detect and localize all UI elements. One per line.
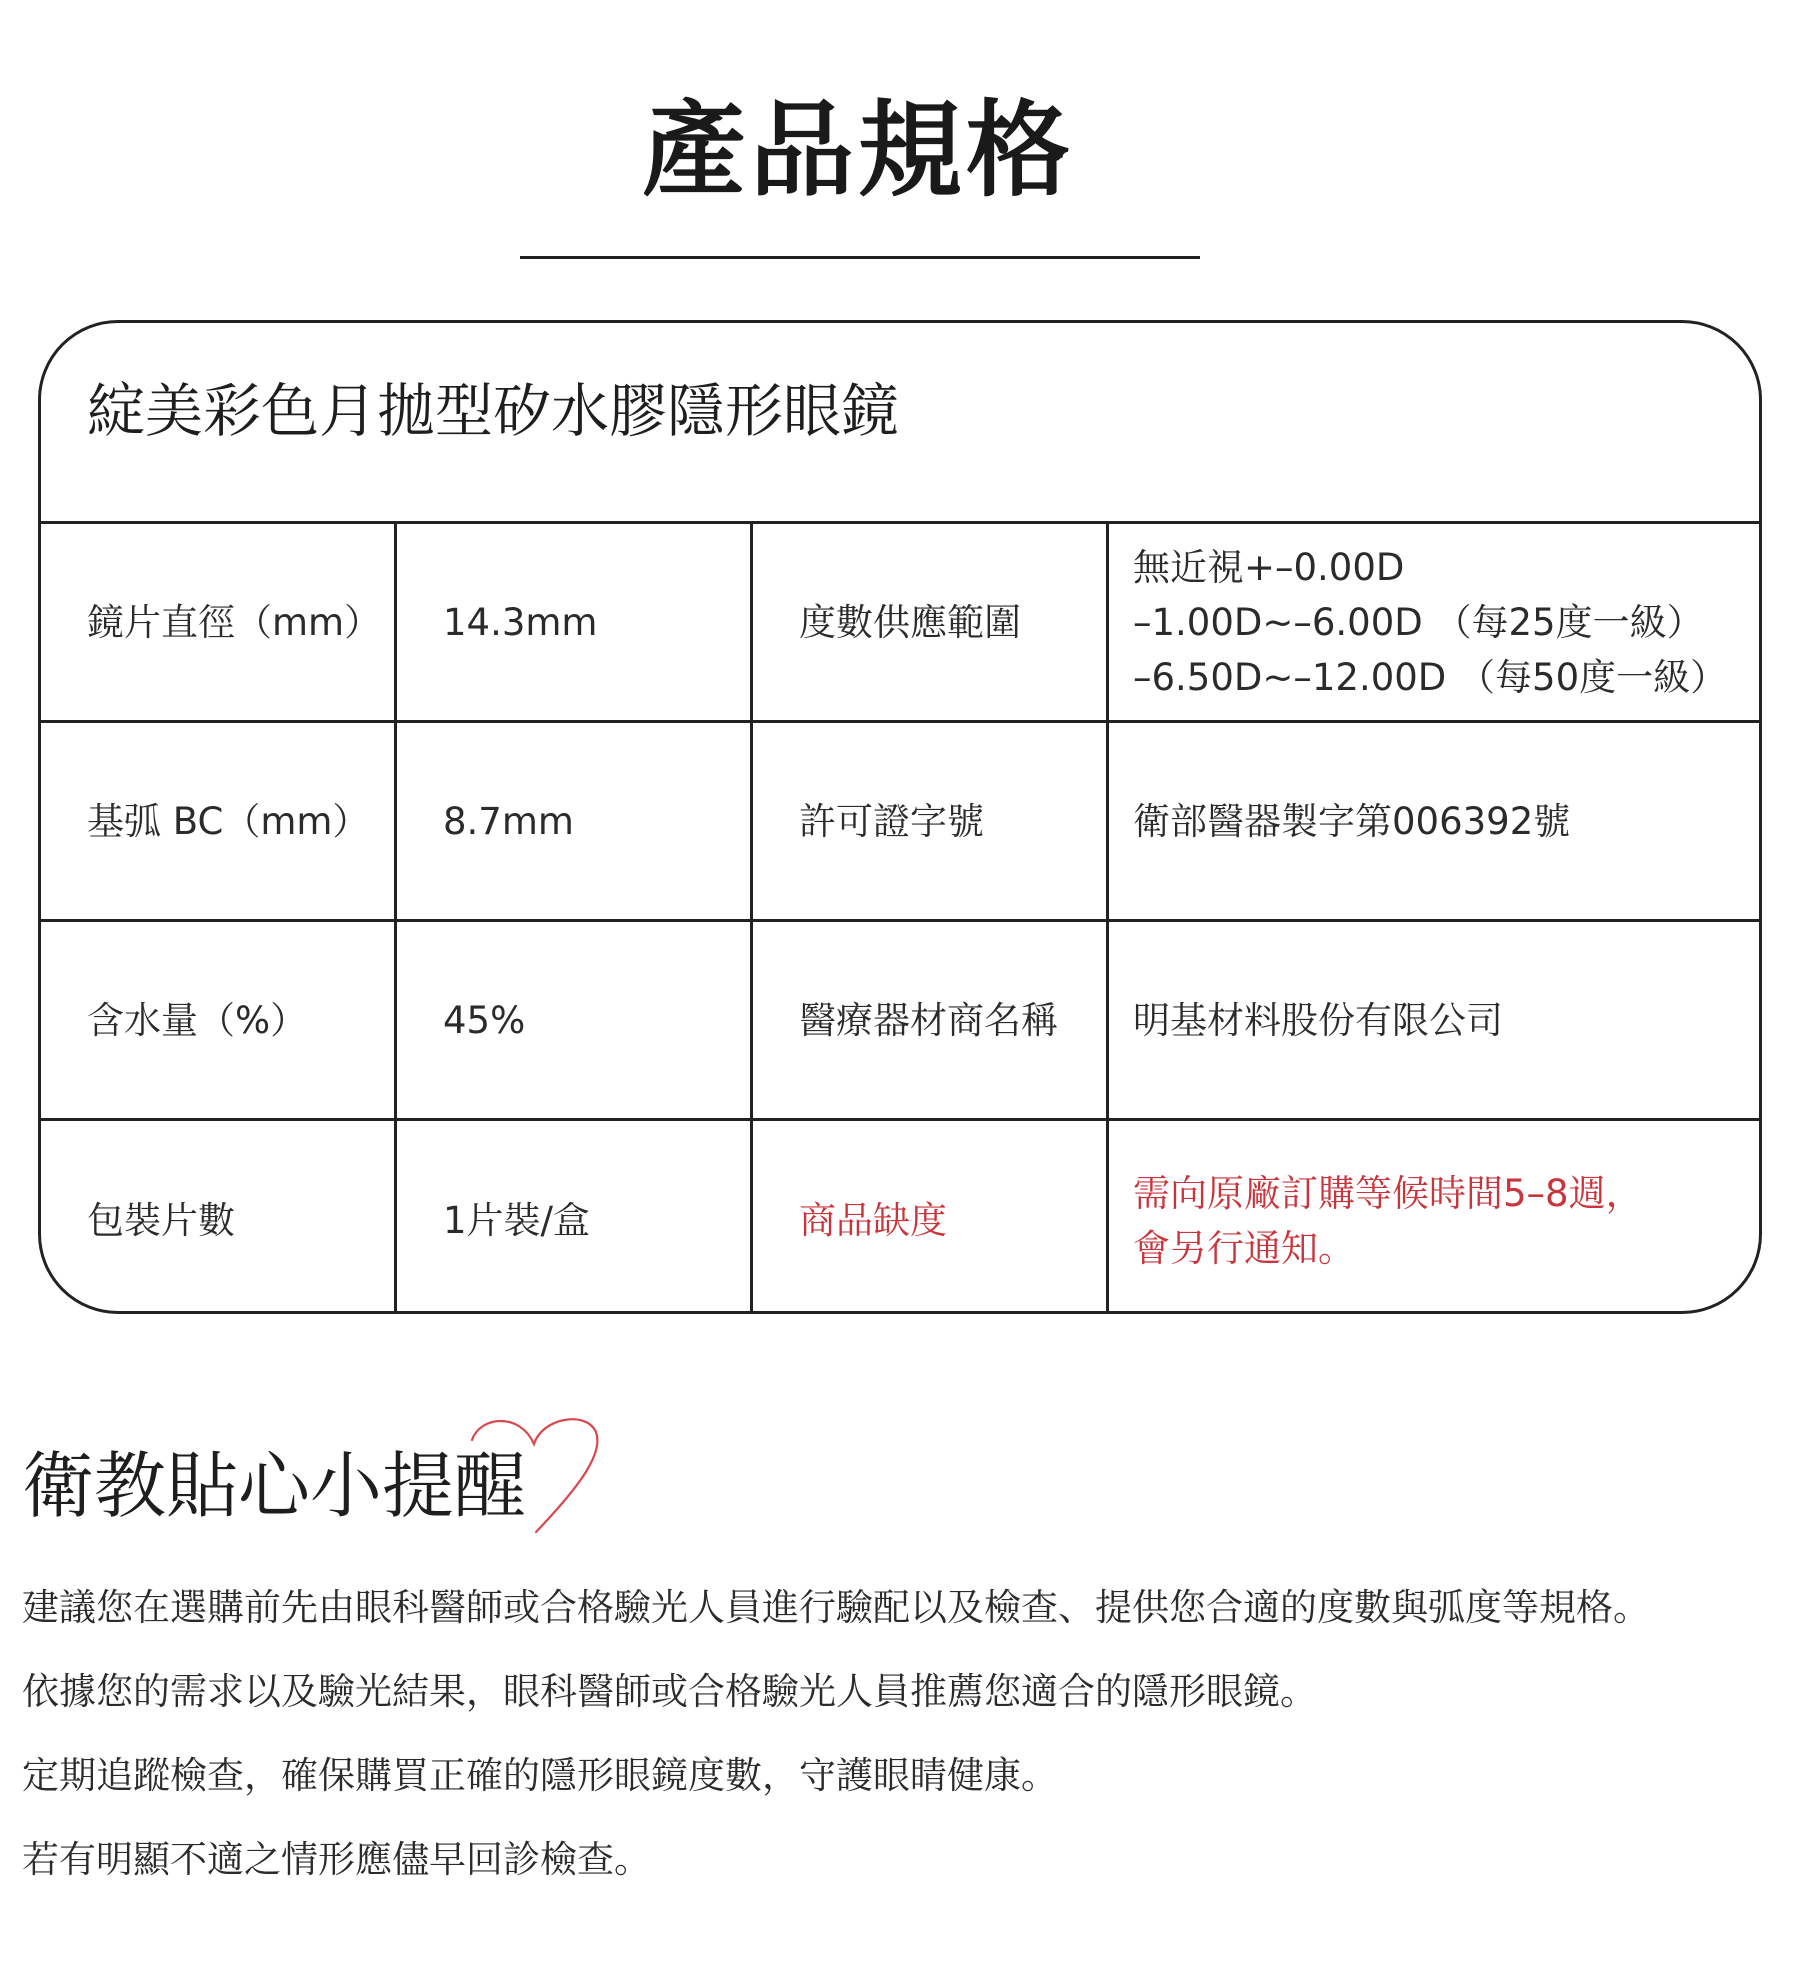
heart-outline-icon	[468, 1410, 610, 1534]
spec-label-license: 許可證字號	[753, 723, 1109, 922]
tip-item: 若有明顯不適之情形應儘早回診檢查。	[22, 1838, 651, 1881]
page-title: 產品規格	[641, 89, 1074, 211]
power-range-line: –1.00D~–6.00D （每25度一級）	[1133, 600, 1704, 644]
spec-label-package: 包裝片數	[41, 1121, 397, 1314]
spec-value-manufacturer	[1109, 922, 1759, 1121]
power-range-line: 無近視+–0.00D	[1133, 545, 1405, 589]
tip-item: 定期追蹤檢查，確保購買正確的隱形眼鏡度數，守護眼睛健康。	[22, 1754, 1058, 1797]
spec-label-stock: 商品缺度	[753, 1121, 1109, 1314]
spec-value-stock	[1109, 1121, 1759, 1314]
spec-table	[41, 521, 1759, 1314]
spec-value-package: 1片裝/盒	[397, 1121, 753, 1314]
title-divider	[520, 256, 1200, 259]
stock-note-line: 會另行通知。	[1133, 1226, 1355, 1270]
spec-label-base-curve: 基弧 BC（mm）	[41, 723, 397, 922]
power-range-line: –6.50D~–12.00D （每50度一級）	[1133, 655, 1728, 699]
spec-value-water-content: 45%	[397, 922, 753, 1121]
manufacturer-name: 明基材料股份有限公司	[1133, 998, 1503, 1042]
license-number: 衛部醫器製字第006392號	[1133, 799, 1571, 843]
spec-label-water-content: 含水量（%）	[41, 922, 397, 1121]
tip-item: 建議您在選購前先由眼科醫師或合格驗光人員進行驗配以及檢查、提供您合適的度數與弧度等規格。	[22, 1586, 1650, 1629]
spec-label-diameter: 鏡片直徑（mm）	[41, 524, 397, 723]
spec-value-power-range	[1109, 524, 1759, 723]
spec-value-license	[1109, 723, 1759, 922]
tip-item: 依據您的需求以及驗光結果，眼科醫師或合格驗光人員推薦您適合的隱形眼鏡。	[22, 1670, 1317, 1713]
spec-label-power-range: 度數供應範圍	[753, 524, 1109, 723]
product-name: 綻美彩色月拋型矽水膠隱形眼鏡	[87, 377, 900, 445]
spec-value-diameter: 14.3mm	[397, 524, 753, 723]
spec-card	[38, 320, 1762, 1314]
spec-label-manufacturer: 醫療器材商名稱	[753, 922, 1109, 1121]
spec-value-base-curve: 8.7mm	[397, 723, 753, 922]
stock-note-line: 需向原廠訂購等候時間5–8週，	[1133, 1171, 1643, 1215]
tips-list	[22, 1566, 1782, 1902]
tips-title: 衛教貼心小提醒	[22, 1444, 527, 1528]
